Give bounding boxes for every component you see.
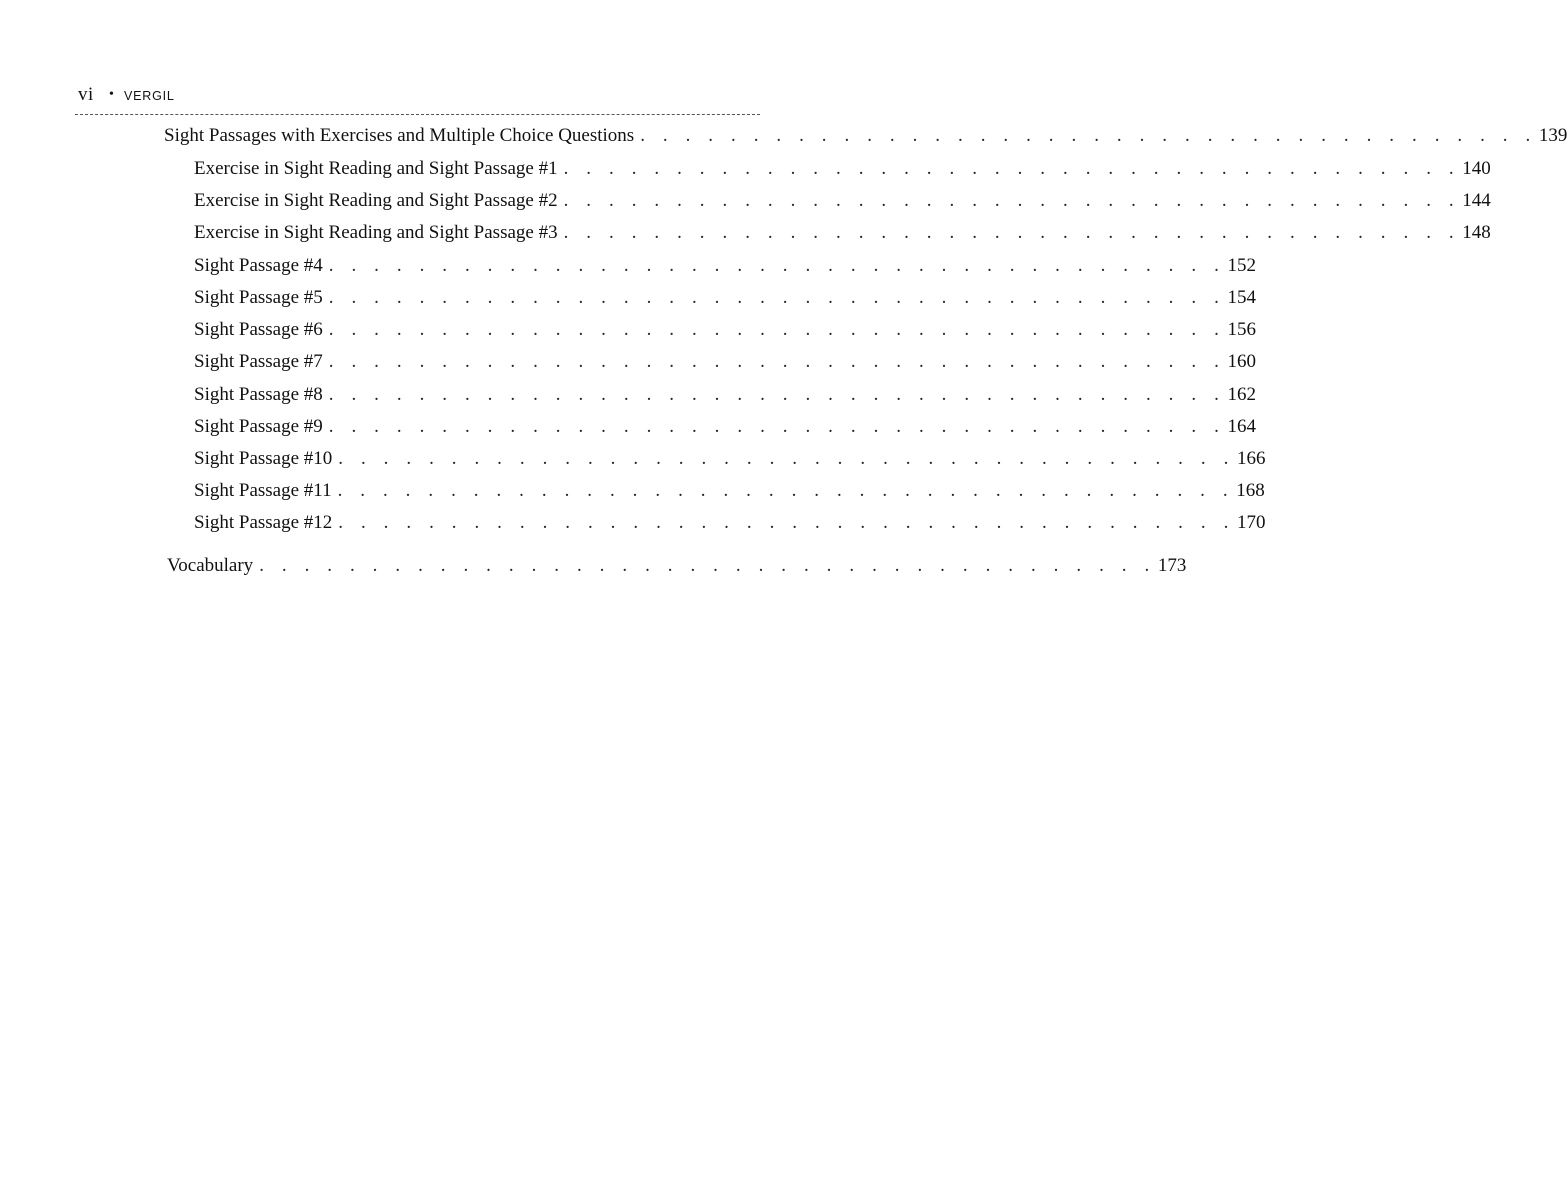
dot-leader: . . . . . . . . . . . . . . . . . . . . . . . . . . . . . . . . . . . . . . . .	[328, 416, 1226, 437]
toc-page-number: 170	[1236, 512, 1266, 533]
toc-entry-title: Sight Passage #12	[194, 512, 333, 533]
toc-entry-row[interactable]	[194, 189, 1491, 213]
toc-page-number: 173	[1157, 555, 1187, 576]
toc-entry-row[interactable]	[194, 221, 1491, 245]
bullet-separator: •	[109, 87, 114, 102]
toc-entry-title: Sight Passage #11	[194, 480, 332, 501]
toc-page-number: 140	[1462, 158, 1491, 179]
toc-page-number: 164	[1227, 416, 1256, 437]
toc-entry-row[interactable]	[194, 415, 1256, 439]
toc-entry-title: Exercise in Sight Reading and Sight Passage #1	[194, 158, 558, 179]
dot-leader: . . . . . . . . . . . . . . . . . . . . . . . . . . . . . . . . . . . . . . . .	[328, 319, 1226, 340]
toc-page-number: 168	[1236, 480, 1265, 501]
toc-entry-title: Sight Passages with Exercises and Multiple Choice Questions	[164, 125, 635, 146]
toc-entry-row[interactable]	[194, 383, 1256, 407]
toc-page-number: 162	[1227, 384, 1256, 405]
toc-page-number: 152	[1227, 255, 1256, 276]
toc-page-number: 160	[1227, 351, 1256, 372]
toc-entry-row[interactable]	[194, 479, 1265, 503]
toc-page-number: 156	[1227, 319, 1256, 340]
toc-entry-row[interactable]	[194, 286, 1256, 310]
dot-leader: . . . . . . . . . . . . . . . . . . . . . . . . . . . . . . . . . . . . . . . .	[337, 480, 1235, 501]
toc-entry-title: Exercise in Sight Reading and Sight Passage #2	[194, 190, 558, 211]
toc-entry-title: Sight Passage #9	[194, 416, 323, 437]
toc-entry-title: Sight Passage #7	[194, 351, 323, 372]
dot-leader: . . . . . . . . . . . . . . . . . . . . . . . . . . . . . . . . . . . . . . . .	[640, 125, 1537, 146]
toc-section-row[interactable]	[164, 124, 1567, 148]
dot-leader: . . . . . . . . . . . . . . . . . . . . . . . . . . . . . . . . . . . . . . . .	[338, 448, 1235, 469]
toc-entry-title: Sight Passage #6	[194, 319, 323, 340]
toc-entry-title: Sight Passage #10	[194, 448, 333, 469]
toc-entry-row[interactable]	[194, 318, 1256, 342]
dot-leader: . . . . . . . . . . . . . . . . . . . . . . . . . . . . . . . . . . . . . . . .	[563, 190, 1461, 211]
toc-entry-title: Sight Passage #8	[194, 384, 323, 405]
toc-page-number: 139	[1538, 125, 1567, 146]
toc-page-number: 144	[1462, 190, 1491, 211]
dot-leader: . . . . . . . . . . . . . . . . . . . . . . . . . . . . . . . . . . . . . . . .	[328, 384, 1226, 405]
toc-entry-row[interactable]	[194, 447, 1266, 471]
toc-entry-title: Sight Passage #4	[194, 255, 323, 276]
page-number: vi	[78, 84, 94, 105]
toc-page-number: 148	[1462, 222, 1491, 243]
toc-entry-title: Vocabulary	[167, 555, 254, 576]
dot-leader: . . . . . . . . . . . . . . . . . . . . . . . . . . . . . . . . . . . . . . . .	[328, 255, 1226, 276]
toc-page-number: 166	[1236, 448, 1266, 469]
dot-leader: . . . . . . . . . . . . . . . . . . . . . . . . . . . . . . . . . . . . . . . .	[328, 351, 1226, 372]
dot-leader: . . . . . . . . . . . . . . . . . . . . . . . . . . . . . . . . . . . . . . . .	[328, 287, 1226, 308]
dot-leader: . . . . . . . . . . . . . . . . . . . . . . . . . . . . . . . . . . . . . . . .	[259, 555, 1156, 576]
toc-entry-row[interactable]	[194, 157, 1491, 181]
toc-entry-title: Sight Passage #5	[194, 287, 323, 308]
dot-leader: . . . . . . . . . . . . . . . . . . . . . . . . . . . . . . . . . . . . . . . .	[563, 158, 1461, 179]
dot-leader: . . . . . . . . . . . . . . . . . . . . . . . . . . . . . . . . . . . . . . . .	[338, 512, 1235, 533]
toc-vocabulary-row[interactable]	[167, 554, 1187, 578]
toc-entry-title: Exercise in Sight Reading and Sight Passage #3	[194, 222, 558, 243]
toc-entry-row[interactable]	[194, 511, 1266, 535]
toc-entry-row[interactable]	[194, 350, 1256, 374]
dot-leader: . . . . . . . . . . . . . . . . . . . . . . . . . . . . . . . . . . . . . . . .	[563, 222, 1461, 243]
toc-entry-row[interactable]	[194, 254, 1256, 278]
toc-page-number: 154	[1227, 287, 1256, 308]
running-title: VERGIL	[124, 89, 175, 103]
